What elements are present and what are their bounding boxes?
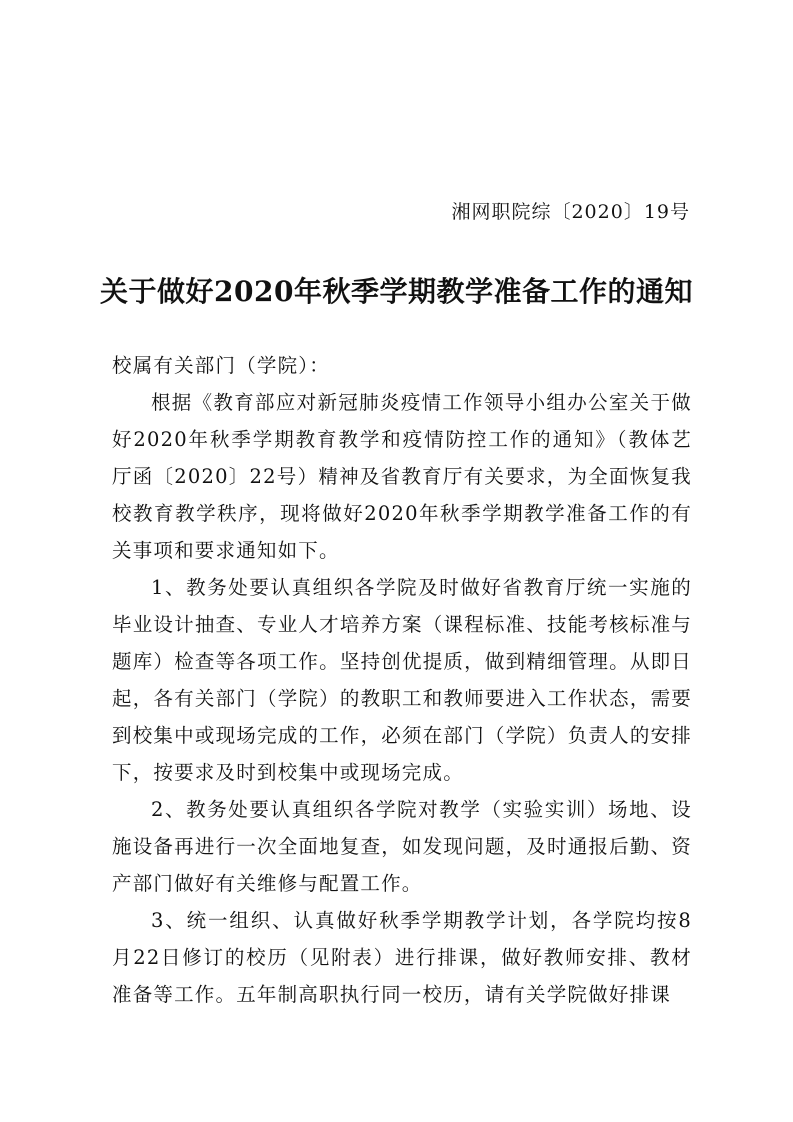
document-title: 关于做好2020年秋季学期教学准备工作的通知 [100,275,693,308]
paragraph-intro: 根据《教育部应对新冠肺炎疫情工作领导小组办公室关于做好2020年秋季学期教育教学和疫情防控工作的通知》（教体艺厅函〔2020〕22号）精神及省教育厅有关要求，为全面恢复我校教育教学秩序，现将做好2020年秋季学期教学准备工作的有关事项和要求通知如下。 [112,391,692,562]
salutation: 校属有关部门（学院）： [112,354,330,377]
paragraph-item-3: 3、统一组织、认真做好秋季学期教学计划，各学院均按8月22日修订的校历（见附表）进行排课，做好教师安排、教材准备等工作。五年制高职执行同一校历，请有关学院做好排课 [112,909,692,1006]
paragraph-item-1: 1、教务处要认真组织各学院及时做好省教育厅统一实施的毕业设计抽查、专业人才培养方案（课程标准、技能考核标准与题库）检查等各项工作。坚持创优提质，做到精细管理。从即日起，各有关部门（学院）的教职工和教师要进入工作状态，需要到校集中或现场完成的工作，必须在部门（学院）负责人的安排下，按要求及时到校集中或现场完成。 [112,576,692,784]
document-body [112,347,692,1013]
document-number: 湘网职院综〔2020〕19号 [451,201,690,223]
paragraph-item-2: 2、教务处要认真组织各学院对教学（实验实训）场地、设施设备再进行一次全面地复查，如发现问题，及时通报后勤、资产部门做好有关维修与配置工作。 [112,798,692,895]
